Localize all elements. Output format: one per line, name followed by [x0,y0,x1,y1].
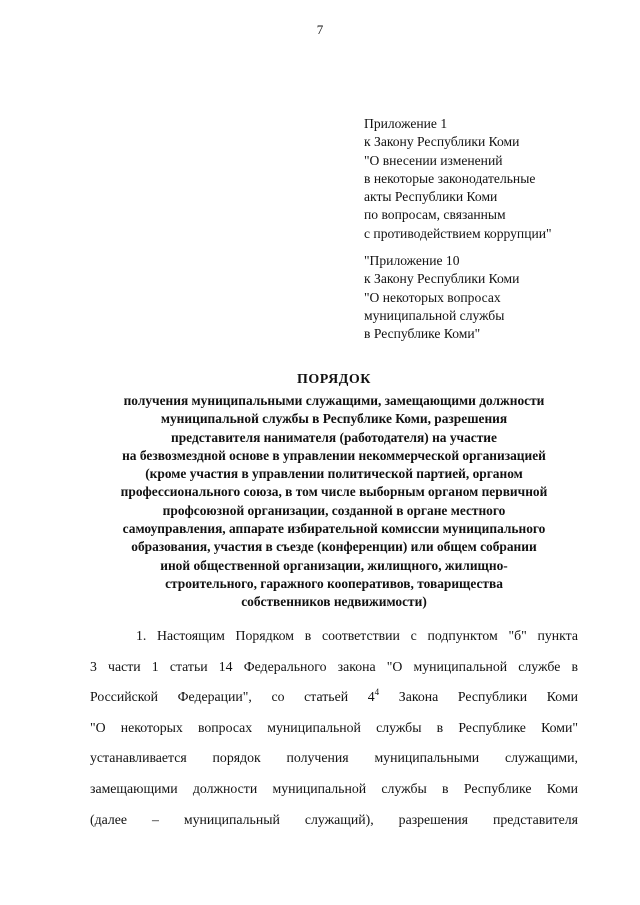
appendix-1-line: Приложение 1 [364,116,448,131]
body-line: устанавливается порядок получения муниципальными служащими, [90,750,578,766]
body-line-text: Российской Федерации", со статьей 4 [90,689,375,705]
appendix-2-line: в Республике Коми" [364,326,481,342]
subtitle-line: получения муниципальными служащими, замещающими должности [123,393,545,408]
subtitle-line: строительного, гаражного кооперативов, товарищества [165,575,503,591]
body-line-text: Закона Республики Коми [379,689,578,705]
page-number: 7 [316,22,324,37]
appendix-2-line: муниципальной службы [364,307,505,323]
subtitle-line: муниципальной службы в Республике Коми, разрешения [160,411,508,427]
appendix-1-line: акты Республики Коми [364,189,498,205]
body-line: (далее – муниципальный служащий), разрешения представителя [90,811,578,827]
subtitle-line: самоуправления, аппарате избирательной комиссии муниципального [122,521,546,537]
appendix-1-line: по вопросам, связанным [364,207,506,223]
subtitle-line: образования, участия в съезде (конференции) или общем собрании [131,539,537,555]
subtitle-line: (кроме участия в управлении политической партией, органом [145,466,523,482]
document-subtitle [80,392,588,612]
article-superscript: 4 [374,687,380,698]
body-paragraph [90,621,578,835]
body-line: 1. Настоящим Порядком в соответствии с подпунктом "б" пункта [136,628,578,643]
appendix-2-line: "Приложение 10 [364,253,460,268]
subtitle-line: представителя нанимателя (работодателя) на участие [171,429,497,445]
subtitle-line: собственников недвижимости) [241,594,427,610]
appendix-1-line: в некоторые законодательные [364,170,536,186]
appendix-2-line: к Закону Республики Коми [364,271,520,287]
appendix-2-line: "О некоторых вопросах [364,289,501,305]
body-line: "О некоторых вопросах муниципальной службы в Республике Коми" [90,719,578,735]
appendix-1-line: к Закону Республики Коми [364,134,520,150]
appendix-1-line: с противодействием коррупции" [364,225,552,241]
subtitle-line: профсоюзной организации, созданной в органе местного [162,502,506,518]
subtitle-line: на безвозмездной основе в управлении некоммерческой организацией [122,447,546,463]
body-line: замещающими должности муниципальной службы в Республике Коми [90,780,578,796]
appendix-1-line: "О внесении изменений [364,152,503,168]
document-title: ПОРЯДОК [297,372,371,387]
subtitle-line: профессионального союза, в том числе выборным органом первичной [120,484,548,500]
body-line [90,682,578,713]
appendix-header-2 [364,252,519,343]
subtitle-line: иной общественной организации, жилищного, жилищно- [160,557,508,573]
body-line: 3 части 1 статьи 14 Федерального закона "О муниципальной службе в [90,658,578,674]
appendix-header-1 [364,115,552,243]
